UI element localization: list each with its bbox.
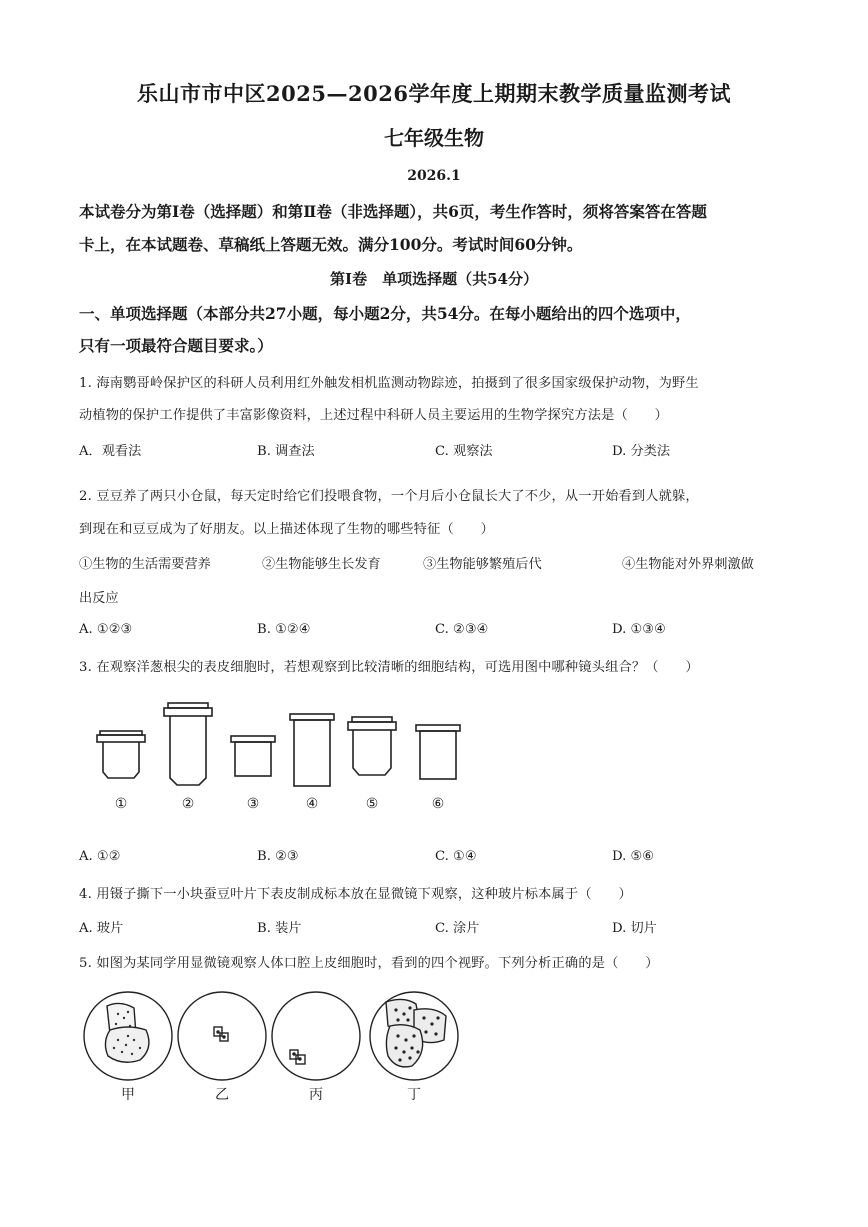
view-label-yi: 乙 <box>215 1087 229 1103</box>
question-1-option-b: B. 调查法 <box>257 444 315 459</box>
question-3-option-a: A. ①② <box>79 849 121 864</box>
question-2-statement-3: ③生物能够繁殖后代 <box>423 557 542 572</box>
question-4-option-d: D. 切片 <box>612 921 657 936</box>
question-2-statement-4: ④生物能对外界刺激做 <box>622 557 754 572</box>
part-heading-line-2: 只有一项最符合题目要求。） <box>79 336 273 355</box>
view-yi <box>178 992 266 1080</box>
lens-3-eyepiece <box>231 736 275 776</box>
view-label-jia: 甲 <box>121 1087 135 1103</box>
question-3-option-d: D. ⑤⑥ <box>612 849 655 864</box>
question-3-option-c: C. ①④ <box>435 849 477 864</box>
view-label-bing: 丙 <box>309 1087 323 1103</box>
question-1-line-1: 1. 海南鹦哥岭保护区的科研人员利用红外触发相机监测动物踪迹，拍摄到了很多国家级保护动物，为野生 <box>79 376 699 391</box>
view-jia <box>84 992 172 1080</box>
question-2-option-a: A. ①②③ <box>79 622 133 637</box>
section-title: 第Ⅰ卷 单项选择题（共54分） <box>330 270 538 288</box>
question-4-line-1: 4. 用镊子撕下一小块蚕豆叶片下表皮制成标本放在显微镜下观察，这种玻片标本属于（ ） <box>79 887 632 902</box>
lens-label-2: ② <box>181 796 195 812</box>
exam-subject: 七年级生物 <box>384 126 484 150</box>
lens-5-objective <box>348 717 396 775</box>
question-1-option-d: D. 分类法 <box>612 444 671 459</box>
lens-label-6: ⑥ <box>431 796 445 812</box>
lens-label-1: ① <box>114 796 128 812</box>
question-2-statement-4-cont: 出反应 <box>79 591 119 606</box>
view-ding <box>370 992 458 1080</box>
lens-4-eyepiece <box>290 714 334 786</box>
exam-title: 乐山市市中区2025—2026学年度上期期末教学质量监测考试 <box>137 81 731 106</box>
question-1-option-c: C. 观察法 <box>435 444 493 459</box>
lens-label-3: ③ <box>246 796 260 812</box>
instruction-line-2: 卡上，在本试题卷、草稿纸上答题无效。满分100分。考试时间60分钟。 <box>79 235 583 254</box>
lens-1-objective <box>97 731 145 778</box>
exam-date: 2026.1 <box>407 168 461 184</box>
part-heading-line-1: 一、单项选择题（本部分共27小题，每小题2分，共54分。在每小题给出的四个选项中， <box>79 304 691 323</box>
question-2-option-b: B. ①②④ <box>257 622 311 637</box>
view-label-ding: 丁 <box>407 1087 421 1103</box>
question-3-line-1: 3. 在观察洋葱根尖的表皮细胞时，若想观察到比较清晰的细胞结构，可选用图中哪种镜头组合？（ ） <box>79 660 699 675</box>
question-5-line-1: 5. 如图为某同学用显微镜观察人体口腔上皮细胞时，看到的四个视野。下列分析正确的是（ ） <box>79 956 659 971</box>
question-2-option-d: D. ①③④ <box>612 622 666 637</box>
question-2-statement-2: ②生物能够生长发育 <box>262 557 381 572</box>
instruction-line-1: 本试卷分为第Ⅰ卷（选择题）和第Ⅱ卷（非选择题），共6页，考生作答时，须将答案答在答题 <box>79 202 707 221</box>
lens-6-eyepiece <box>416 725 460 779</box>
question-4-option-b: B. 装片 <box>257 921 302 936</box>
question-4-option-c: C. 涂片 <box>435 921 480 936</box>
question-4-option-a: A. 玻片 <box>79 921 124 936</box>
question-2-statement-1: ①生物的生活需要营养 <box>79 557 211 572</box>
lens-label-5: ⑤ <box>365 796 379 812</box>
lens-label-4: ④ <box>305 796 319 812</box>
question-2-line-1: 2. 豆豆养了两只小仓鼠，每天定时给它们投喂食物，一个月后小仓鼠长大了不少，从一开始看到人就躲， <box>79 489 699 504</box>
question-1-line-2: 动植物的保护工作提供了丰富影像资料，上述过程中科研人员主要运用的生物学探究方法是（ ） <box>79 408 669 423</box>
question-1-option-a: A．观看法 <box>79 444 142 459</box>
question-2-option-c: C. ②③④ <box>435 622 489 637</box>
question-2-line-2: 到现在和豆豆成为了好朋友。以上描述体现了生物的哪些特征（ ） <box>79 522 495 537</box>
question-3-option-b: B. ②③ <box>257 849 299 864</box>
view-bing <box>272 992 360 1080</box>
lens-2-objective <box>164 703 212 785</box>
